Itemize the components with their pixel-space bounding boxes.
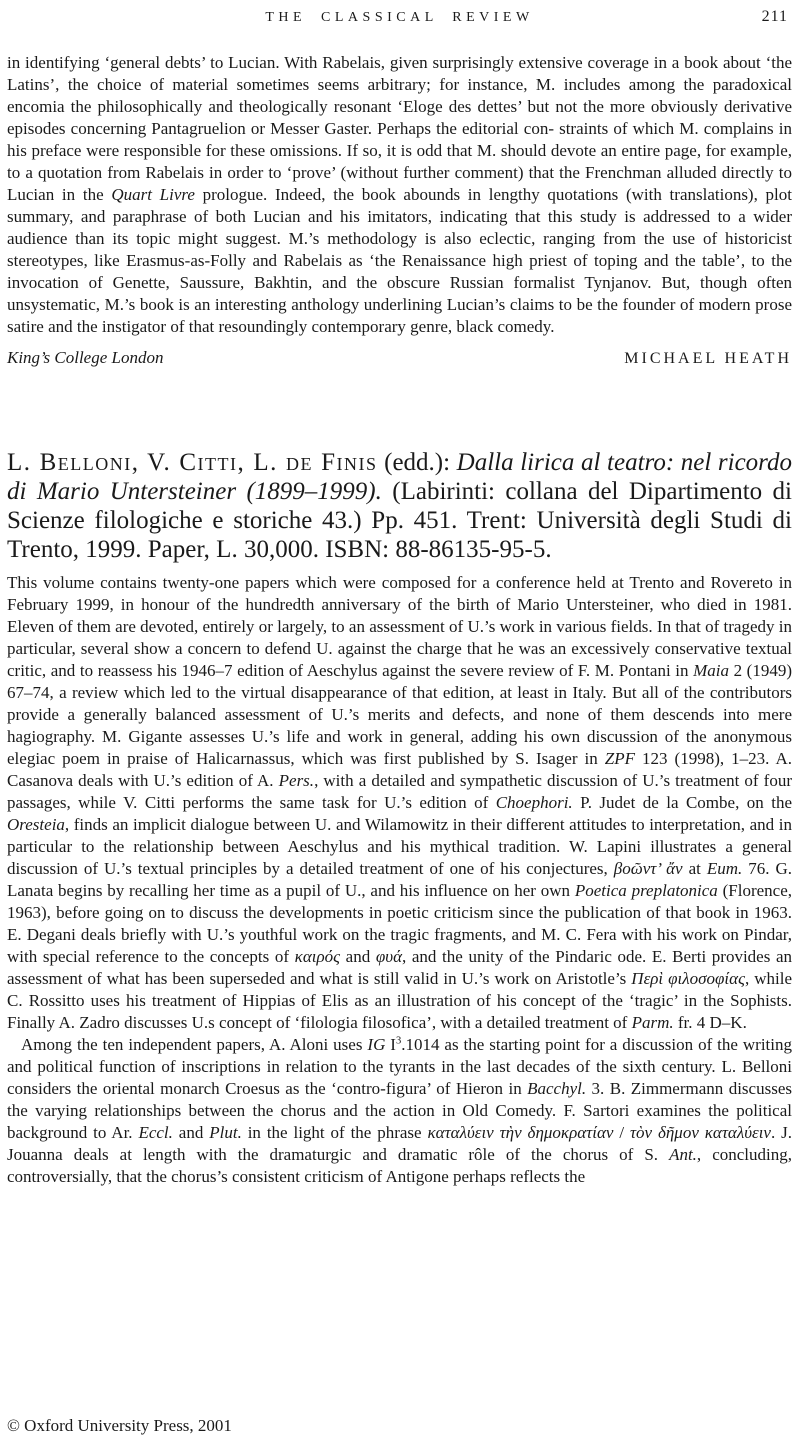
copyright-footer: © Oxford University Press, 2001 <box>7 1416 232 1435</box>
review1-body: in identifying ‘general debts’ to Lucian. With Rabelais, given surprisingly extensive coverage in a book about ‘the Latins’, the choice of material sometimes seems arbitrary; for instance, M. includes among the paradoxical encomia the philosophically and theologically resonant ‘Eloge des dettes’ but not the more obviously derivative episodes concerning Pantagruelion or Messer Gaster. Perhaps the editorial con- straints of which M. complains in his preface were responsible for these omissions. If so, it is odd that M. should devote an entire page, for example, to a quotation from Rabelais in order to ‘prove’ (without further comment) that the Frenchman alluded directly to Lucian in the Quart Livre prologue. Indeed, the book abounds in lengthy quotations (with translations), plot summary, and paraphrase of both Lucian and his imitators, indicating that this study is addressed to a wider audience than its topic might suggest. M.’s methodology is also eclectic, ranging from the use of historicist stereotypes, like Erasmus-as-Folly and Rabelais as ‘the Renaissance high priest of toping and the table’, to the invocation of Genette, Saussure, Bakhtin, and the obscure Russian formalist Tynjanov. But, though often unsystematic, M.’s book is an interesting anthology underlining Lucian’s claims to be the founder of modern prose satire and the instigator of that resoundingly contemporary genre, black comedy. <box>7 53 792 336</box>
page-header <box>7 8 792 30</box>
page-number: 211 <box>761 8 788 25</box>
review2-body <box>7 572 792 1188</box>
review2-paragraph-2: Among the ten independent papers, A. Aloni uses IG $I^3.1014$ as the starting point for a discussion of the writing and political function of inscriptions in relation to the tyrants in the last decades of the sixth century. L. Belloni considers the oriental monarch Croesus as the ‘contro-figura’ of Hieron in Bacchyl. 3. B. Zimmermann discusses the varying relationships between the chorus and the action in Old Comedy. F. Sartori examines the political background to Ar. Eccl. and Plut. in the light of the phrase καταλύειν τὴν δημοκρατίαν / τὸν δῆμον καταλύειν. J. Jouanna deals at length with the dramaturgic and dramatic rôle of the chorus of S. Ant., concluding, controversially, that the chorus’s consistent criticism of Antigone perhaps reflects the <box>7 1035 792 1186</box>
review2-paragraph-1: This volume contains twenty-one papers which were composed for a conference held at Trento and Rovereto in February 1999, in honour of the hundredth anniversary of the birth of Mario Untersteiner, who died in 1981. Eleven of them are devoted, entirely or largely, to an assessment of U.’s work in various fields. In that of tragedy in particular, several show a concern to defend U. against the charge that he was an excessively conservative textual critic, and to reassess his 1946–7 edition of Aeschylus against the severe review of F. M. Pontani in Maia 2 (1949) 67–74, a review which led to the virtual disappearance of that edition, at least in Italy. But all of the contributors provide a generally balanced assessment of U.’s merits and defects, and none of them descends into mere hagiography. M. Gigante assesses U.’s life and work in general, adding his own discussion of the anonymous elegiac poem in praise of Halicarnassus, which was first published by S. Isager in ZPF 123 (1998), 1–23. A. Casanova deals with U.’s edition of A. Pers., with a detailed and sympathetic discussion of U.’s treatment of four passages, while V. Citti performs the same task for U.’s edition of Choephori. P. Judet de la Combe, on the Oresteia, finds an implicit dialogue between U. and Wilamowitz in their different attitudes to interpretation, and in particular to the relationship between Aeschylus and his mythical tradition. W. Lapini illustrates a general discussion of U.’s textual principles by a detailed treatment of one of his conjectures, βοῶντ’ ἄν at Eum. 76. G. Lanata begins by recalling her time as a pupil of U., and his influence on her own Poetica preplatonica (Florence, 1963), before going on to discuss the developments in poetic criticism since the publication of that book in 1963. E. Degani deals briefly with U.’s youthful work on the tragic fragments, and M. C. Fera with his work on Pindar, with special reference to the concepts of καιρός and φυά, and the unity of the Pindaric ode. E. Berti provides an assessment of what has been superseded and what is still valid in U.’s work on Aristotle’s Περὶ φιλοσοφίας, while C. Rossitto uses his treatment of Hippias of Elis as an illustration of his concept of the ‘tragic’ in the Sophists. Finally A. Zadro discusses U.s concept of ‘filologia filosofica’, with a detailed treatment of Parm. fr. 4 D–K. <box>7 573 793 1032</box>
review2-heading: L. Belloni, V. Citti, L. de Finis (edd.): Dalla lirica al teatro: nel ricordo di Mario Untersteiner (1899–1999). (Labirinti: collana del Dipartimento di Scienze filologiche e storiche 43.) Pp. 451. Trent: Università degli Studi di Trento, 1999. Paper, L. 30,000. ISBN: 88-86135-95-5. <box>7 449 793 563</box>
journal-title: THE CLASSICAL REVIEW <box>265 10 534 25</box>
reviewer-affiliation: King’s College London <box>7 348 164 367</box>
reviewer-name: MICHAEL HEATH <box>624 350 792 367</box>
review1-signature <box>7 348 792 368</box>
